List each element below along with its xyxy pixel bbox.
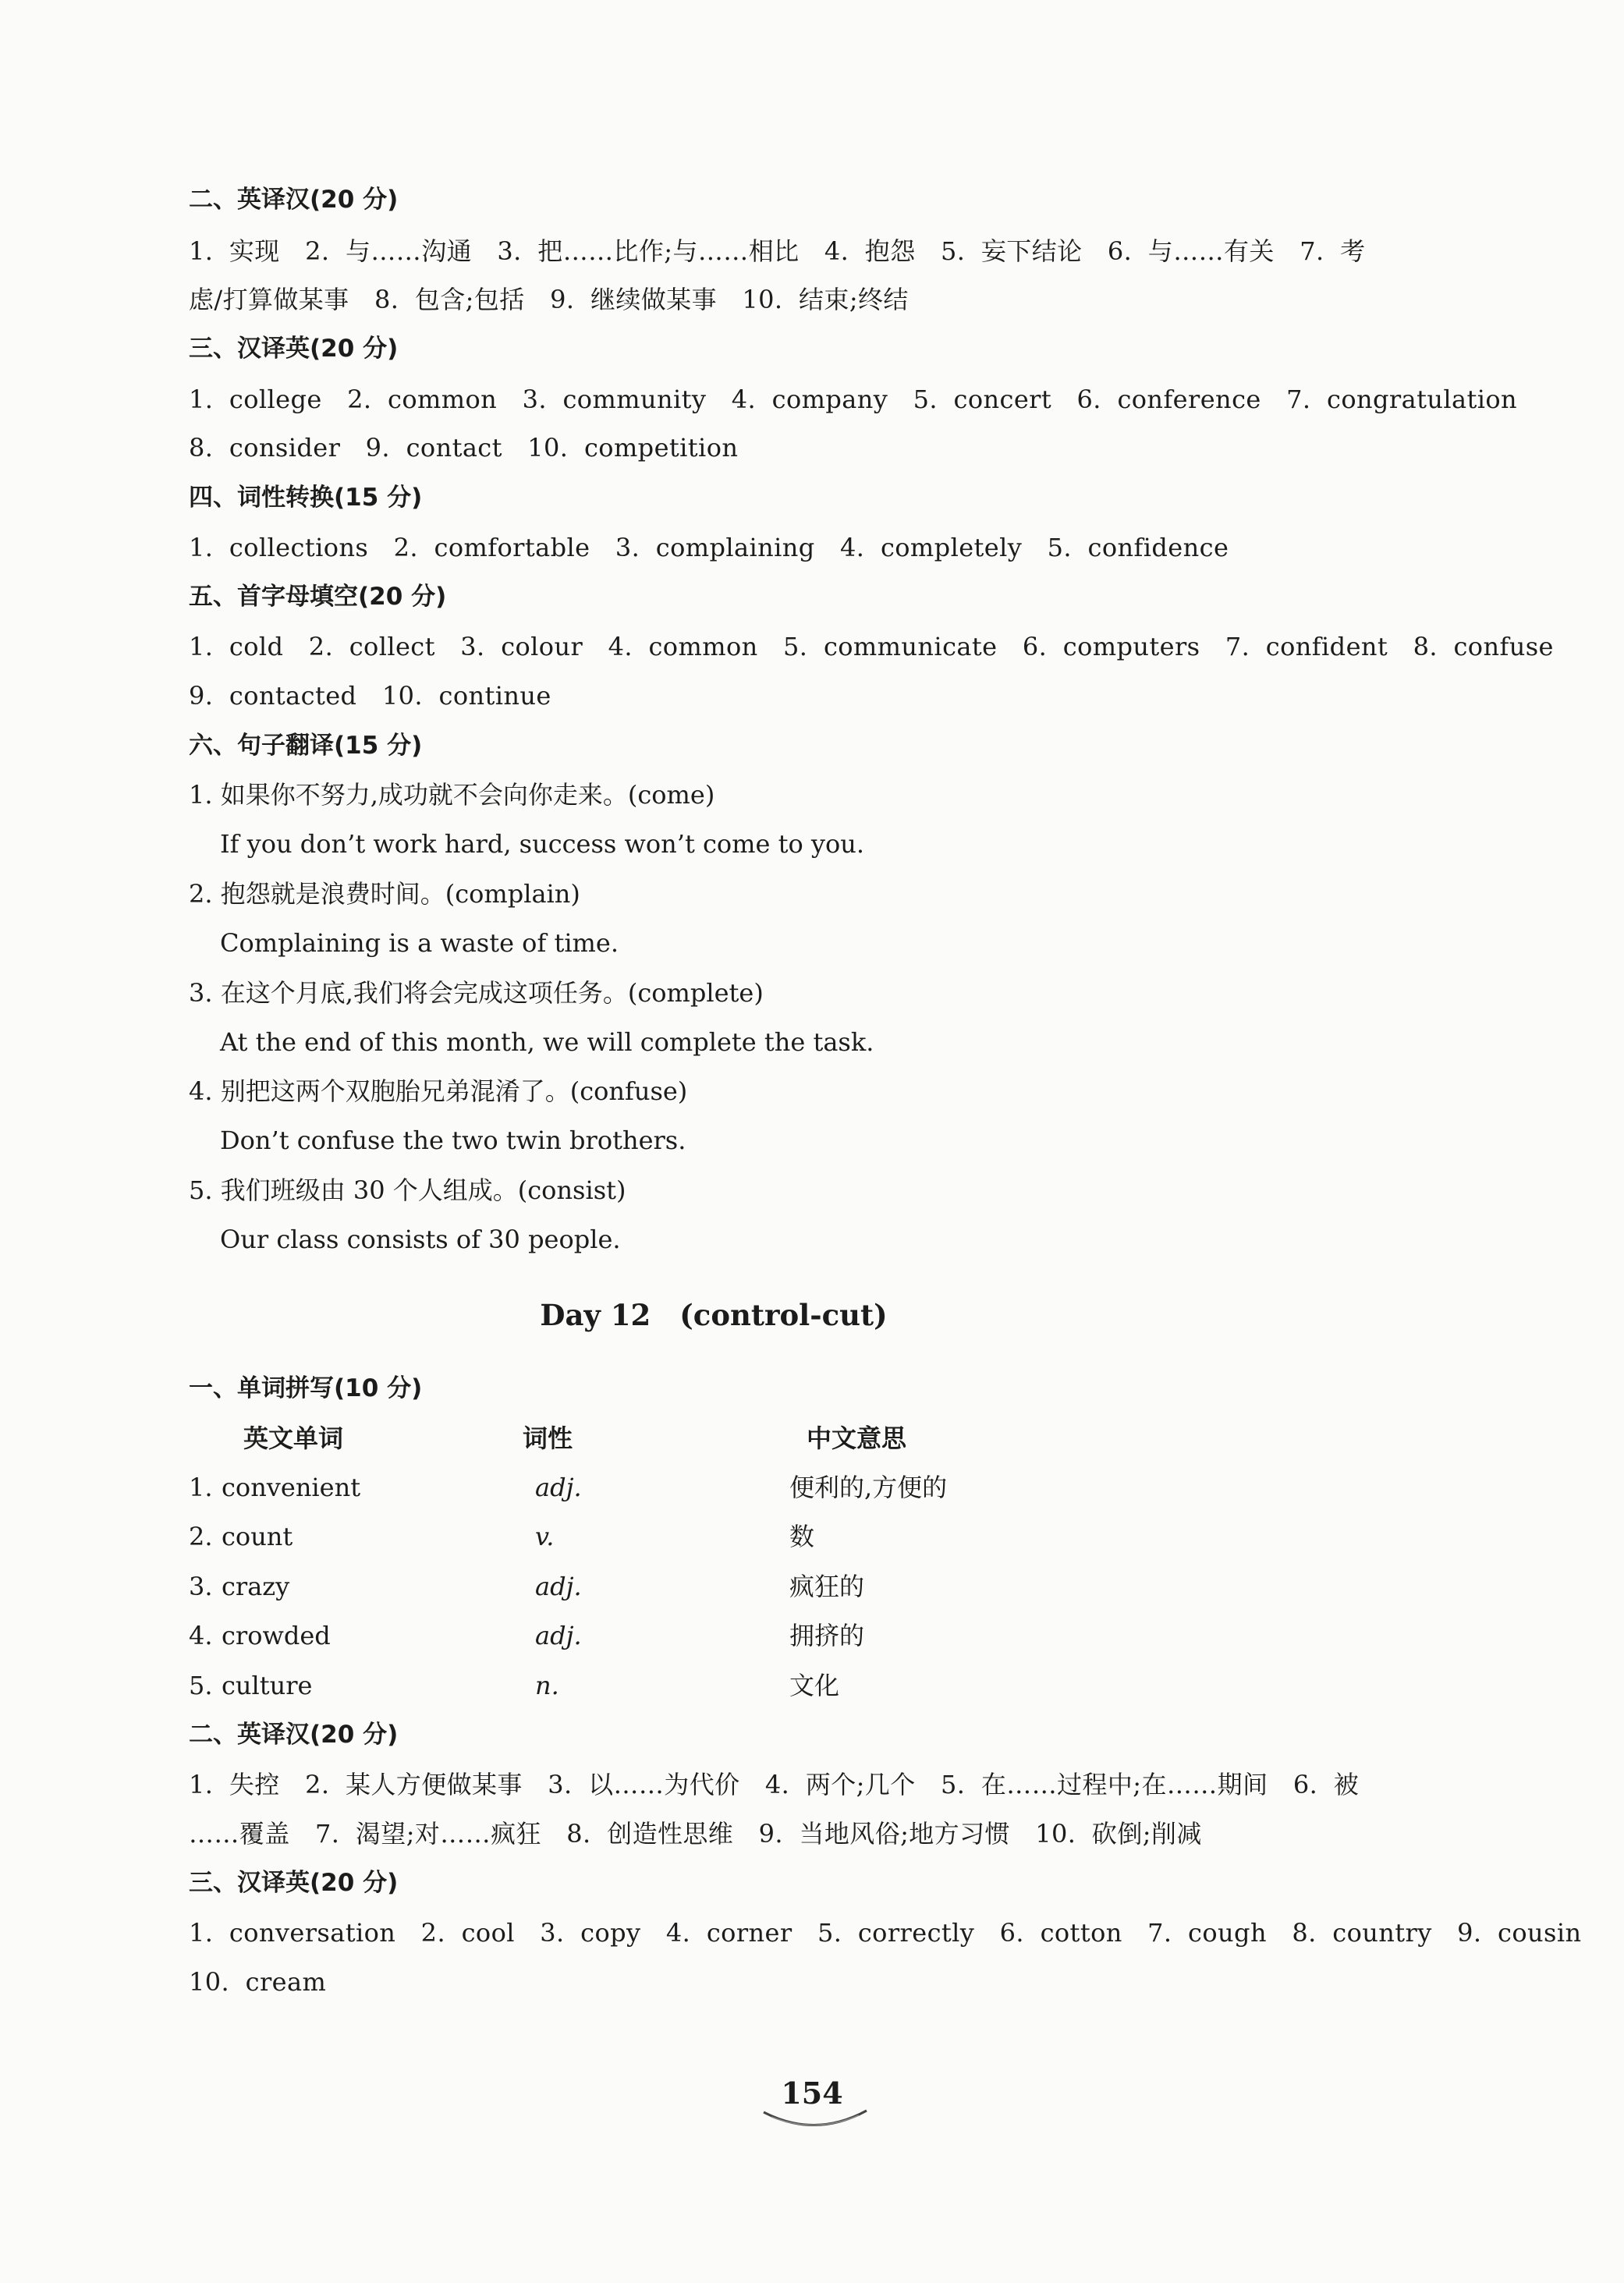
row-index: 2. xyxy=(189,1522,213,1551)
row-index: 1. xyxy=(189,1473,213,1502)
sentence-translation: At the end of this month, we will complete the task. xyxy=(220,1027,874,1057)
table-row xyxy=(189,1518,1359,1555)
row-pos: adj. xyxy=(535,1473,582,1502)
row-index: 5. xyxy=(189,1671,213,1700)
sentence-prompt: 4. 别把这两个双胞胎兄弟混淆了。(confuse) xyxy=(189,1076,688,1106)
row-pos: v. xyxy=(535,1522,555,1551)
answer-line: 1. cold 2. collect 3. colour 4. common 5. communicate 6. computers 7. confident 8. confuse xyxy=(189,632,1554,661)
answer-line: 1. collections 2. comfortable 3. complaining 4. completely 5. confidence xyxy=(189,533,1229,562)
answer-line: ……覆盖 7. 渴望;对……疯狂 8. 创造性思维 9. 当地风俗;地方习惯 10. 砍倒;削减 xyxy=(189,1819,1202,1849)
answer-line: 1. 实现 2. 与……沟通 3. 把……比作;与……相比 4. 抱怨 5. 妄下结论 6. 与……有关 7. 考 xyxy=(189,236,1366,266)
row-index: 4. xyxy=(189,1621,213,1650)
row-pos: adj. xyxy=(535,1621,582,1650)
sentence-translation: Our class consists of 30 people. xyxy=(220,1225,621,1254)
section-heading: 四、词性转换(15 分) xyxy=(189,484,423,512)
sentence-translation: Don’t confuse the two twin brothers. xyxy=(220,1126,686,1155)
answer-line: 1. conversation 2. cool 3. copy 4. corner 5. correctly 6. cotton 7. cough 8. country 9. cousin xyxy=(189,1918,1582,1948)
row-word: crazy xyxy=(222,1572,290,1601)
row-meaning: 拥挤的 xyxy=(789,1621,865,1650)
answer-line: 10. cream xyxy=(189,1967,327,1997)
answer-line: 1. college 2. common 3. community 4. company 5. concert 6. conference 7. congratulation xyxy=(189,385,1518,414)
row-pos: adj. xyxy=(535,1572,582,1601)
section-heading: 三、汉译英(20 分) xyxy=(189,1869,399,1897)
sentence-translation: Complaining is a waste of time. xyxy=(220,928,619,958)
page-number: 154 xyxy=(781,2076,843,2111)
page-number-swoosh-icon xyxy=(761,2106,870,2137)
answer-line: 1. 失控 2. 某人方便做某事 3. 以……为代价 4. 两个;几个 5. 在……过程中;在……期间 6. 被 xyxy=(189,1770,1360,1799)
table-row xyxy=(189,1667,1359,1704)
row-meaning: 文化 xyxy=(789,1671,840,1700)
row-word: crowded xyxy=(222,1621,331,1650)
section-heading: 二、英译汉(20 分) xyxy=(189,186,399,214)
row-word: culture xyxy=(222,1671,313,1700)
row-meaning: 数 xyxy=(789,1522,815,1551)
day-title: Day 12 (control-cut) xyxy=(540,1298,888,1332)
row-meaning: 疯狂的 xyxy=(789,1572,865,1601)
table-row xyxy=(189,1568,1359,1605)
row-word: count xyxy=(222,1522,293,1551)
row-index: 3. xyxy=(189,1572,213,1601)
vocab-table-header xyxy=(189,1420,1359,1457)
sentence-prompt: 5. 我们班级由 30 个人组成。(consist) xyxy=(189,1175,626,1205)
sentence-translation: If you don’t work hard, success won’t come to you. xyxy=(220,829,865,859)
answer-line: 9. contacted 10. continue xyxy=(189,681,551,711)
section-heading: 五、首字母填空(20 分) xyxy=(189,583,447,611)
sentence-prompt: 3. 在这个月底,我们将会完成这项任务。(complete) xyxy=(189,978,764,1008)
table-row xyxy=(189,1469,1359,1506)
column-header-word: 英文单词 xyxy=(243,1423,344,1453)
section-heading: 二、英译汉(20 分) xyxy=(189,1721,399,1749)
column-header-meaning: 中文意思 xyxy=(807,1423,907,1453)
section-heading: 一、单词拼写(10 分) xyxy=(189,1374,423,1402)
section-heading: 三、汉译英(20 分) xyxy=(189,335,399,363)
sentence-prompt: 2. 抱怨就是浪费时间。(complain) xyxy=(189,879,580,909)
sentence-prompt: 1. 如果你不努力,成功就不会向你走来。(come) xyxy=(189,780,715,810)
section-heading: 六、句子翻译(15 分) xyxy=(189,732,423,760)
column-header-pos: 词性 xyxy=(523,1423,573,1453)
row-word: convenient xyxy=(222,1473,361,1502)
answer-line: 虑/打算做某事 8. 包含;包括 9. 继续做某事 10. 结束;终结 xyxy=(189,285,909,314)
answer-line: 8. consider 9. contact 10. competition xyxy=(189,433,739,463)
row-pos: n. xyxy=(535,1671,559,1700)
table-row xyxy=(189,1617,1359,1654)
row-meaning: 便利的,方便的 xyxy=(789,1473,948,1502)
